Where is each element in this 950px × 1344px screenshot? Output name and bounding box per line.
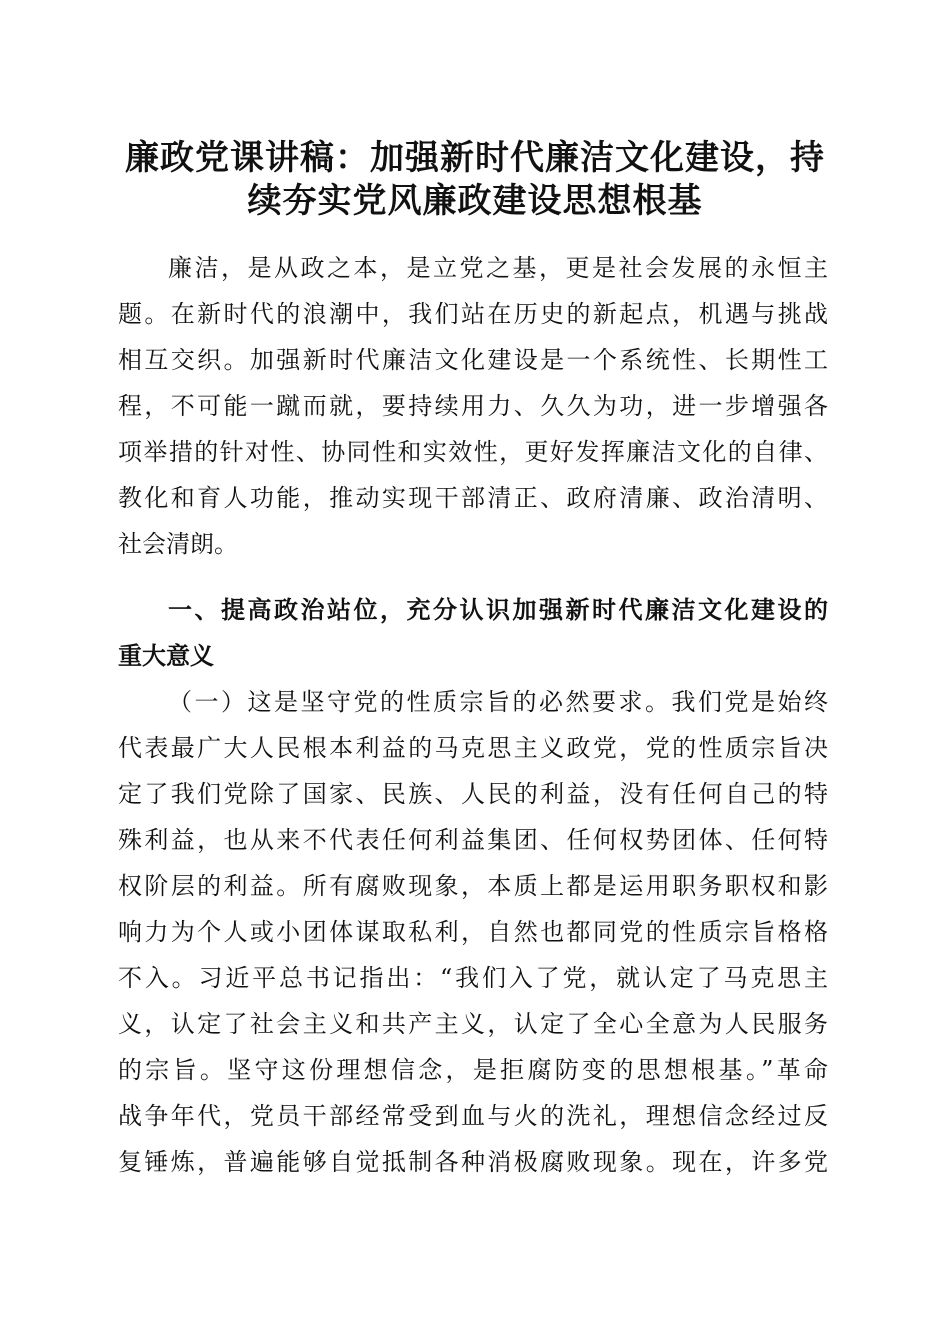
title-line-1: 廉政党课讲稿：加强新时代廉洁文化建设，持 [125,138,825,178]
intro-line: 相互交织。加强新时代廉洁文化建设是一个系统性、长期性工 [118,346,828,374]
intro-line: 廉洁，是从政之本，是立党之基，更是社会发展的永恒主 [168,254,828,282]
subsection-line: 定了我们党除了国家、民族、人民的利益，没有任何自己的特 [118,780,828,808]
subsection-line: 义，认定了社会主义和共产主义，认定了全心全意为人民服务 [118,1010,828,1038]
subsection-line: 权阶层的利益。所有腐败现象，本质上都是运用职务职权和影 [118,872,828,900]
intro-line: 题。在新时代的浪潮中，我们站在历史的新起点，机遇与挑战 [118,300,828,328]
subsection-heading: （一）这是坚守党的性质宗旨的必然要求。 [168,688,672,716]
title-line-2: 续夯实党风廉政建设思想根基 [247,181,703,221]
intro-line: 教化和育人功能，推动实现干部清正、政府清廉、政治清明、 [118,484,828,512]
intro-paragraph [118,245,828,567]
section-heading [118,587,828,679]
intro-line: 社会清朗。 [118,530,238,558]
subsection-first-line [118,679,828,725]
section-heading-line: 一、提高政治站位，充分认识加强新时代廉洁文化建设的 [168,596,828,624]
subsection-first-rest: 我们党是始终 [671,688,828,716]
subsection-line: 响力为个人或小团体谋取私利，自然也都同党的性质宗旨格格 [118,918,828,946]
subsection-line: 战争年代，党员干部经常受到血与火的洗礼，理想信念经过反 [118,1102,828,1130]
subsection-line: 代表最广大人民根本利益的马克思主义政党，党的性质宗旨决 [118,734,828,762]
subsection-line: 殊利益，也从来不代表任何利益集团、任何权势团体、任何特 [118,826,828,854]
intro-line: 项举措的针对性、协同性和实效性，更好发挥廉洁文化的自律、 [118,438,828,466]
subsection-line: 不入。习近平总书记指出：“我们入了党，就认定了马克思主 [118,964,828,992]
subsection-line: 复锤炼，普遍能够自觉抵制各种消极腐败现象。现在，许多党 [118,1148,828,1176]
subsection-line: 的宗旨。坚守这份理想信念，是拒腐防变的思想根基。”革命 [118,1056,828,1084]
section-heading-line: 重大意义 [118,642,214,670]
document-title [110,137,840,223]
subsection-paragraph [118,679,828,1185]
intro-line: 程，不可能一蹴而就，要持续用力、久久为功，进一步增强各 [118,392,828,420]
